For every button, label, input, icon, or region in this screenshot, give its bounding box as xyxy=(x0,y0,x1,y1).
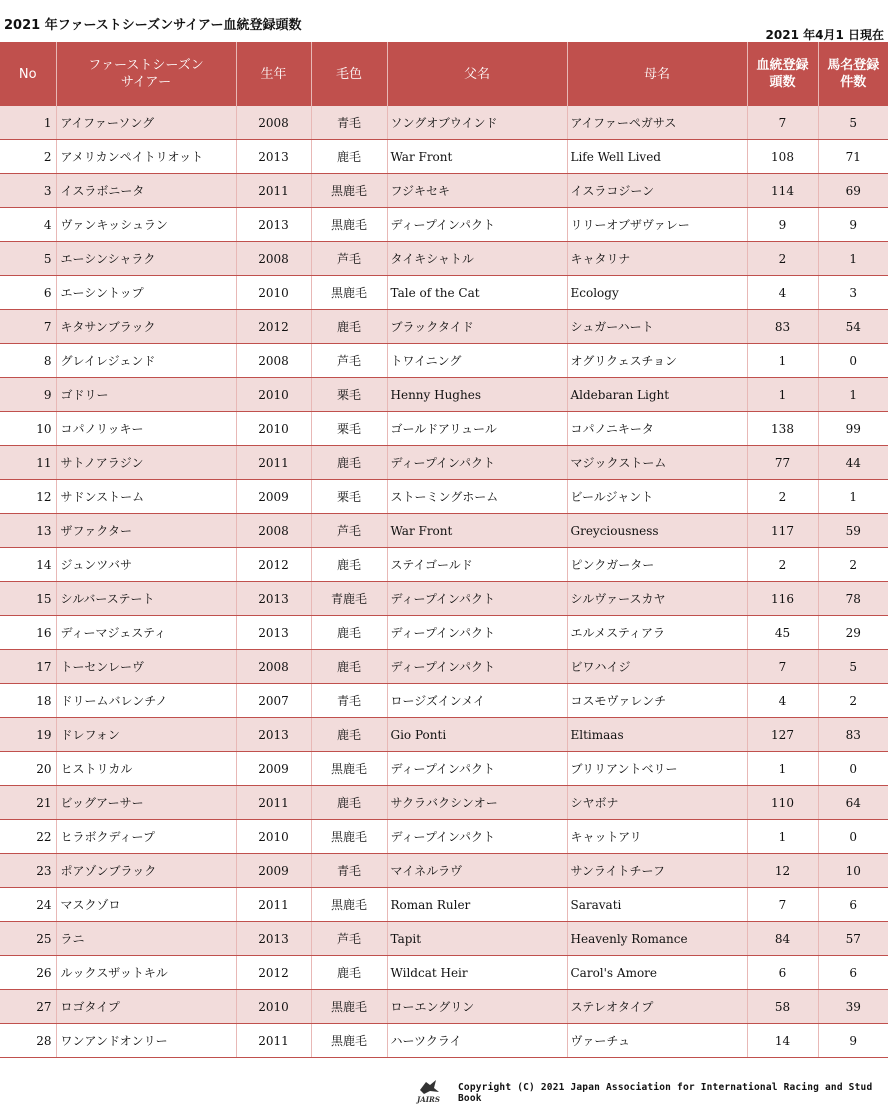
row-registrations: 12 xyxy=(747,854,818,888)
row-sire-name: マスクゾロ xyxy=(56,888,236,922)
row-birth-year: 2008 xyxy=(236,242,311,276)
row-father: ディープインパクト xyxy=(387,616,567,650)
row-no: 20 xyxy=(0,752,56,786)
row-sire-name: ビッグアーサー xyxy=(56,786,236,820)
row-registrations: 7 xyxy=(747,888,818,922)
row-birth-year: 2008 xyxy=(236,514,311,548)
row-coat: 黒鹿毛 xyxy=(311,208,387,242)
row-father: Tapit xyxy=(387,922,567,956)
header-mother: 母名 xyxy=(567,42,747,106)
table-row xyxy=(0,548,888,582)
row-registrations: 9 xyxy=(747,208,818,242)
row-father: トワイニング xyxy=(387,344,567,378)
row-birth-year: 2008 xyxy=(236,344,311,378)
row-mother: オグリクェスチョン xyxy=(567,344,747,378)
row-sire-name: ワンアンドオンリー xyxy=(56,1024,236,1058)
row-no: 7 xyxy=(0,310,56,344)
row-birth-year: 2008 xyxy=(236,106,311,140)
row-sire-name: ドレフォン xyxy=(56,718,236,752)
table-row xyxy=(0,276,888,310)
row-sire-name: ザファクター xyxy=(56,514,236,548)
row-name-registrations: 59 xyxy=(818,514,888,548)
as-of-date: 2021 年4月1 日現在 xyxy=(765,28,884,42)
row-birth-year: 2012 xyxy=(236,310,311,344)
table-row xyxy=(0,786,888,820)
row-sire-name: エーシントップ xyxy=(56,276,236,310)
row-sire-name: ヒラボクディープ xyxy=(56,820,236,854)
row-registrations: 4 xyxy=(747,684,818,718)
row-name-registrations: 6 xyxy=(818,888,888,922)
row-no: 8 xyxy=(0,344,56,378)
row-registrations: 45 xyxy=(747,616,818,650)
row-registrations: 1 xyxy=(747,820,818,854)
table-row xyxy=(0,922,888,956)
row-no: 3 xyxy=(0,174,56,208)
row-no: 6 xyxy=(0,276,56,310)
row-father: War Front xyxy=(387,514,567,548)
row-coat: 黒鹿毛 xyxy=(311,820,387,854)
row-sire-name: ジュンツバサ xyxy=(56,548,236,582)
row-coat: 芦毛 xyxy=(311,242,387,276)
row-birth-year: 2013 xyxy=(236,718,311,752)
row-father: ディープインパクト xyxy=(387,650,567,684)
row-birth-year: 2009 xyxy=(236,854,311,888)
row-registrations: 77 xyxy=(747,446,818,480)
row-coat: 青毛 xyxy=(311,854,387,888)
header-names-line2: 件数 xyxy=(840,75,867,90)
row-no: 12 xyxy=(0,480,56,514)
row-mother: イスラコジーン xyxy=(567,174,747,208)
row-sire-name: キタサンブラック xyxy=(56,310,236,344)
row-coat: 鹿毛 xyxy=(311,786,387,820)
sire-registration-table xyxy=(0,42,888,1058)
row-no: 21 xyxy=(0,786,56,820)
row-coat: 鹿毛 xyxy=(311,140,387,174)
row-birth-year: 2009 xyxy=(236,752,311,786)
row-no: 11 xyxy=(0,446,56,480)
row-father: ブラックタイド xyxy=(387,310,567,344)
header-birth-year: 生年 xyxy=(236,42,311,106)
row-birth-year: 2009 xyxy=(236,480,311,514)
row-father: ゴールドアリュール xyxy=(387,412,567,446)
table-row xyxy=(0,514,888,548)
row-coat: 青毛 xyxy=(311,106,387,140)
row-no: 27 xyxy=(0,990,56,1024)
row-registrations: 110 xyxy=(747,786,818,820)
row-birth-year: 2013 xyxy=(236,922,311,956)
row-coat: 黒鹿毛 xyxy=(311,1024,387,1058)
row-sire-name: ルックスザットキル xyxy=(56,956,236,990)
row-coat: 鹿毛 xyxy=(311,310,387,344)
row-father: フジキセキ xyxy=(387,174,567,208)
row-coat: 黒鹿毛 xyxy=(311,276,387,310)
row-father: Tale of the Cat xyxy=(387,276,567,310)
table-row xyxy=(0,446,888,480)
row-name-registrations: 71 xyxy=(818,140,888,174)
row-sire-name: サドンストーム xyxy=(56,480,236,514)
row-registrations: 83 xyxy=(747,310,818,344)
row-father: Gio Ponti xyxy=(387,718,567,752)
row-mother: アイファーペガサス xyxy=(567,106,747,140)
header-reg-line2: 頭数 xyxy=(769,75,796,90)
row-mother: Heavenly Romance xyxy=(567,922,747,956)
header-registrations xyxy=(747,42,818,106)
row-mother: Eltimaas xyxy=(567,718,747,752)
row-name-registrations: 1 xyxy=(818,242,888,276)
row-coat: 黒鹿毛 xyxy=(311,752,387,786)
row-father: ディープインパクト xyxy=(387,752,567,786)
row-coat: 鹿毛 xyxy=(311,956,387,990)
row-no: 25 xyxy=(0,922,56,956)
row-sire-name: アメリカンペイトリオット xyxy=(56,140,236,174)
table-header-row xyxy=(0,42,888,106)
row-name-registrations: 39 xyxy=(818,990,888,1024)
table-row xyxy=(0,106,888,140)
table-row xyxy=(0,820,888,854)
row-father: ロージズインメイ xyxy=(387,684,567,718)
row-no: 23 xyxy=(0,854,56,888)
row-mother: キャタリナ xyxy=(567,242,747,276)
row-no: 28 xyxy=(0,1024,56,1058)
row-sire-name: イスラボニータ xyxy=(56,174,236,208)
row-father: Wildcat Heir xyxy=(387,956,567,990)
row-birth-year: 2013 xyxy=(236,140,311,174)
row-no: 17 xyxy=(0,650,56,684)
row-mother: シヤボナ xyxy=(567,786,747,820)
row-no: 24 xyxy=(0,888,56,922)
row-name-registrations: 99 xyxy=(818,412,888,446)
row-father: ステイゴールド xyxy=(387,548,567,582)
row-father: ディープインパクト xyxy=(387,208,567,242)
table-row xyxy=(0,208,888,242)
row-name-registrations: 57 xyxy=(818,922,888,956)
header-sire xyxy=(56,42,236,106)
row-name-registrations: 69 xyxy=(818,174,888,208)
table-row xyxy=(0,616,888,650)
row-father: サクラバクシンオー xyxy=(387,786,567,820)
row-registrations: 2 xyxy=(747,548,818,582)
row-mother: コパノニキータ xyxy=(567,412,747,446)
row-mother: Aldebaran Light xyxy=(567,378,747,412)
row-coat: 芦毛 xyxy=(311,922,387,956)
table-row xyxy=(0,718,888,752)
row-name-registrations: 0 xyxy=(818,752,888,786)
row-coat: 黒鹿毛 xyxy=(311,174,387,208)
table-row xyxy=(0,344,888,378)
row-mother: Greyciousness xyxy=(567,514,747,548)
row-sire-name: サトノアラジン xyxy=(56,446,236,480)
header-names-line1: 馬名登録 xyxy=(827,58,880,73)
row-mother: Saravati xyxy=(567,888,747,922)
row-birth-year: 2013 xyxy=(236,582,311,616)
table-row xyxy=(0,582,888,616)
row-sire-name: ポアゾンブラック xyxy=(56,854,236,888)
row-registrations: 7 xyxy=(747,650,818,684)
row-registrations: 2 xyxy=(747,480,818,514)
table-row xyxy=(0,1024,888,1058)
table-row xyxy=(0,174,888,208)
row-no: 22 xyxy=(0,820,56,854)
table-row xyxy=(0,684,888,718)
row-no: 19 xyxy=(0,718,56,752)
row-no: 16 xyxy=(0,616,56,650)
row-registrations: 2 xyxy=(747,242,818,276)
row-father: ストーミングホーム xyxy=(387,480,567,514)
row-name-registrations: 44 xyxy=(818,446,888,480)
table-row xyxy=(0,888,888,922)
row-mother: リリーオブザヴァレー xyxy=(567,208,747,242)
row-birth-year: 2010 xyxy=(236,276,311,310)
row-mother: Ecology xyxy=(567,276,747,310)
row-registrations: 14 xyxy=(747,1024,818,1058)
row-no: 18 xyxy=(0,684,56,718)
row-name-registrations: 0 xyxy=(818,820,888,854)
row-mother: Carol's Amore xyxy=(567,956,747,990)
row-birth-year: 2011 xyxy=(236,786,311,820)
row-coat: 芦毛 xyxy=(311,514,387,548)
table-row xyxy=(0,140,888,174)
row-name-registrations: 9 xyxy=(818,1024,888,1058)
row-registrations: 1 xyxy=(747,752,818,786)
row-mother: マジックストーム xyxy=(567,446,747,480)
table-row xyxy=(0,854,888,888)
row-registrations: 116 xyxy=(747,582,818,616)
row-name-registrations: 6 xyxy=(818,956,888,990)
row-name-registrations: 1 xyxy=(818,480,888,514)
header-name-registrations xyxy=(818,42,888,106)
row-father: マイネルラヴ xyxy=(387,854,567,888)
row-name-registrations: 5 xyxy=(818,106,888,140)
row-sire-name: ヴァンキッシュラン xyxy=(56,208,236,242)
table-row xyxy=(0,242,888,276)
row-mother: ブリリアントベリー xyxy=(567,752,747,786)
row-mother: シルヴァースカヤ xyxy=(567,582,747,616)
row-mother: コスモヴァレンチ xyxy=(567,684,747,718)
row-name-registrations: 64 xyxy=(818,786,888,820)
row-sire-name: コパノリッキー xyxy=(56,412,236,446)
row-no: 4 xyxy=(0,208,56,242)
row-no: 9 xyxy=(0,378,56,412)
row-no: 1 xyxy=(0,106,56,140)
row-registrations: 108 xyxy=(747,140,818,174)
row-mother: ビワハイジ xyxy=(567,650,747,684)
row-father: ディープインパクト xyxy=(387,446,567,480)
row-registrations: 1 xyxy=(747,344,818,378)
row-coat: 鹿毛 xyxy=(311,650,387,684)
row-name-registrations: 3 xyxy=(818,276,888,310)
row-father: タイキシャトル xyxy=(387,242,567,276)
row-name-registrations: 78 xyxy=(818,582,888,616)
row-registrations: 84 xyxy=(747,922,818,956)
row-father: ディープインパクト xyxy=(387,582,567,616)
row-birth-year: 2012 xyxy=(236,956,311,990)
row-father: ディープインパクト xyxy=(387,820,567,854)
row-no: 14 xyxy=(0,548,56,582)
table-row xyxy=(0,412,888,446)
header-father: 父名 xyxy=(387,42,567,106)
row-name-registrations: 9 xyxy=(818,208,888,242)
row-birth-year: 2013 xyxy=(236,616,311,650)
table-row xyxy=(0,956,888,990)
row-coat: 鹿毛 xyxy=(311,616,387,650)
copyright-notice: Copyright (C) 2021 Japan Association for International Racing and Stud Book xyxy=(458,1082,873,1104)
row-father: War Front xyxy=(387,140,567,174)
row-birth-year: 2010 xyxy=(236,378,311,412)
row-coat: 芦毛 xyxy=(311,344,387,378)
row-coat: 鹿毛 xyxy=(311,718,387,752)
jairs-logo-icon xyxy=(414,1076,444,1104)
table-row xyxy=(0,650,888,684)
row-name-registrations: 83 xyxy=(818,718,888,752)
row-registrations: 114 xyxy=(747,174,818,208)
row-birth-year: 2011 xyxy=(236,174,311,208)
row-no: 10 xyxy=(0,412,56,446)
row-name-registrations: 54 xyxy=(818,310,888,344)
row-registrations: 4 xyxy=(747,276,818,310)
row-sire-name: ゴドリー xyxy=(56,378,236,412)
row-birth-year: 2010 xyxy=(236,412,311,446)
row-sire-name: ヒストリカル xyxy=(56,752,236,786)
row-registrations: 127 xyxy=(747,718,818,752)
row-coat: 青鹿毛 xyxy=(311,582,387,616)
row-registrations: 1 xyxy=(747,378,818,412)
row-name-registrations: 0 xyxy=(818,344,888,378)
table-row xyxy=(0,310,888,344)
row-no: 13 xyxy=(0,514,56,548)
row-name-registrations: 1 xyxy=(818,378,888,412)
row-sire-name: グレイレジェンド xyxy=(56,344,236,378)
row-mother: エルメスティアラ xyxy=(567,616,747,650)
row-birth-year: 2013 xyxy=(236,208,311,242)
row-sire-name: エーシンシャラク xyxy=(56,242,236,276)
row-mother: ステレオタイプ xyxy=(567,990,747,1024)
header-sire-line2: サイアー xyxy=(120,75,172,90)
table-row xyxy=(0,378,888,412)
row-mother: ヴァーチュ xyxy=(567,1024,747,1058)
row-mother: ビールジャント xyxy=(567,480,747,514)
row-birth-year: 2008 xyxy=(236,650,311,684)
row-name-registrations: 29 xyxy=(818,616,888,650)
row-birth-year: 2011 xyxy=(236,1024,311,1058)
row-coat: 栗毛 xyxy=(311,480,387,514)
row-father: Roman Ruler xyxy=(387,888,567,922)
row-father: Henny Hughes xyxy=(387,378,567,412)
row-name-registrations: 2 xyxy=(818,684,888,718)
table-row xyxy=(0,480,888,514)
row-registrations: 6 xyxy=(747,956,818,990)
svg-text:JAIRS: JAIRS xyxy=(417,1095,440,1104)
row-coat: 青毛 xyxy=(311,684,387,718)
header-sire-line1: ファーストシーズン xyxy=(88,58,204,73)
row-sire-name: トーセンレーヴ xyxy=(56,650,236,684)
row-coat: 鹿毛 xyxy=(311,548,387,582)
header-coat: 毛色 xyxy=(311,42,387,106)
table-row xyxy=(0,990,888,1024)
row-name-registrations: 2 xyxy=(818,548,888,582)
row-birth-year: 2007 xyxy=(236,684,311,718)
row-sire-name: ディーマジェスティ xyxy=(56,616,236,650)
row-name-registrations: 10 xyxy=(818,854,888,888)
row-registrations: 138 xyxy=(747,412,818,446)
row-birth-year: 2010 xyxy=(236,820,311,854)
row-father: ローエングリン xyxy=(387,990,567,1024)
header-reg-line1: 血統登録 xyxy=(756,58,809,73)
row-birth-year: 2011 xyxy=(236,888,311,922)
row-coat: 栗毛 xyxy=(311,378,387,412)
row-no: 2 xyxy=(0,140,56,174)
row-coat: 黒鹿毛 xyxy=(311,888,387,922)
row-sire-name: ドリームバレンチノ xyxy=(56,684,236,718)
row-registrations: 7 xyxy=(747,106,818,140)
row-registrations: 117 xyxy=(747,514,818,548)
row-birth-year: 2012 xyxy=(236,548,311,582)
row-coat: 栗毛 xyxy=(311,412,387,446)
row-birth-year: 2011 xyxy=(236,446,311,480)
row-mother: Life Well Lived xyxy=(567,140,747,174)
row-sire-name: ロゴタイプ xyxy=(56,990,236,1024)
row-coat: 黒鹿毛 xyxy=(311,990,387,1024)
row-father: ソングオブウインド xyxy=(387,106,567,140)
row-sire-name: アイファーソング xyxy=(56,106,236,140)
row-name-registrations: 5 xyxy=(818,650,888,684)
row-mother: サンライトチーフ xyxy=(567,854,747,888)
row-father: ハーツクライ xyxy=(387,1024,567,1058)
row-no: 5 xyxy=(0,242,56,276)
row-registrations: 58 xyxy=(747,990,818,1024)
row-mother: キャットアリ xyxy=(567,820,747,854)
header-no: No xyxy=(0,42,56,106)
row-no: 26 xyxy=(0,956,56,990)
row-coat: 鹿毛 xyxy=(311,446,387,480)
row-birth-year: 2010 xyxy=(236,990,311,1024)
row-mother: シュガーハート xyxy=(567,310,747,344)
row-no: 15 xyxy=(0,582,56,616)
row-mother: ピンクガーター xyxy=(567,548,747,582)
row-sire-name: ラニ xyxy=(56,922,236,956)
table-row xyxy=(0,752,888,786)
page-title: 2021 年ファーストシーズンサイアー血統登録頭数 xyxy=(4,18,302,33)
row-sire-name: シルバーステート xyxy=(56,582,236,616)
